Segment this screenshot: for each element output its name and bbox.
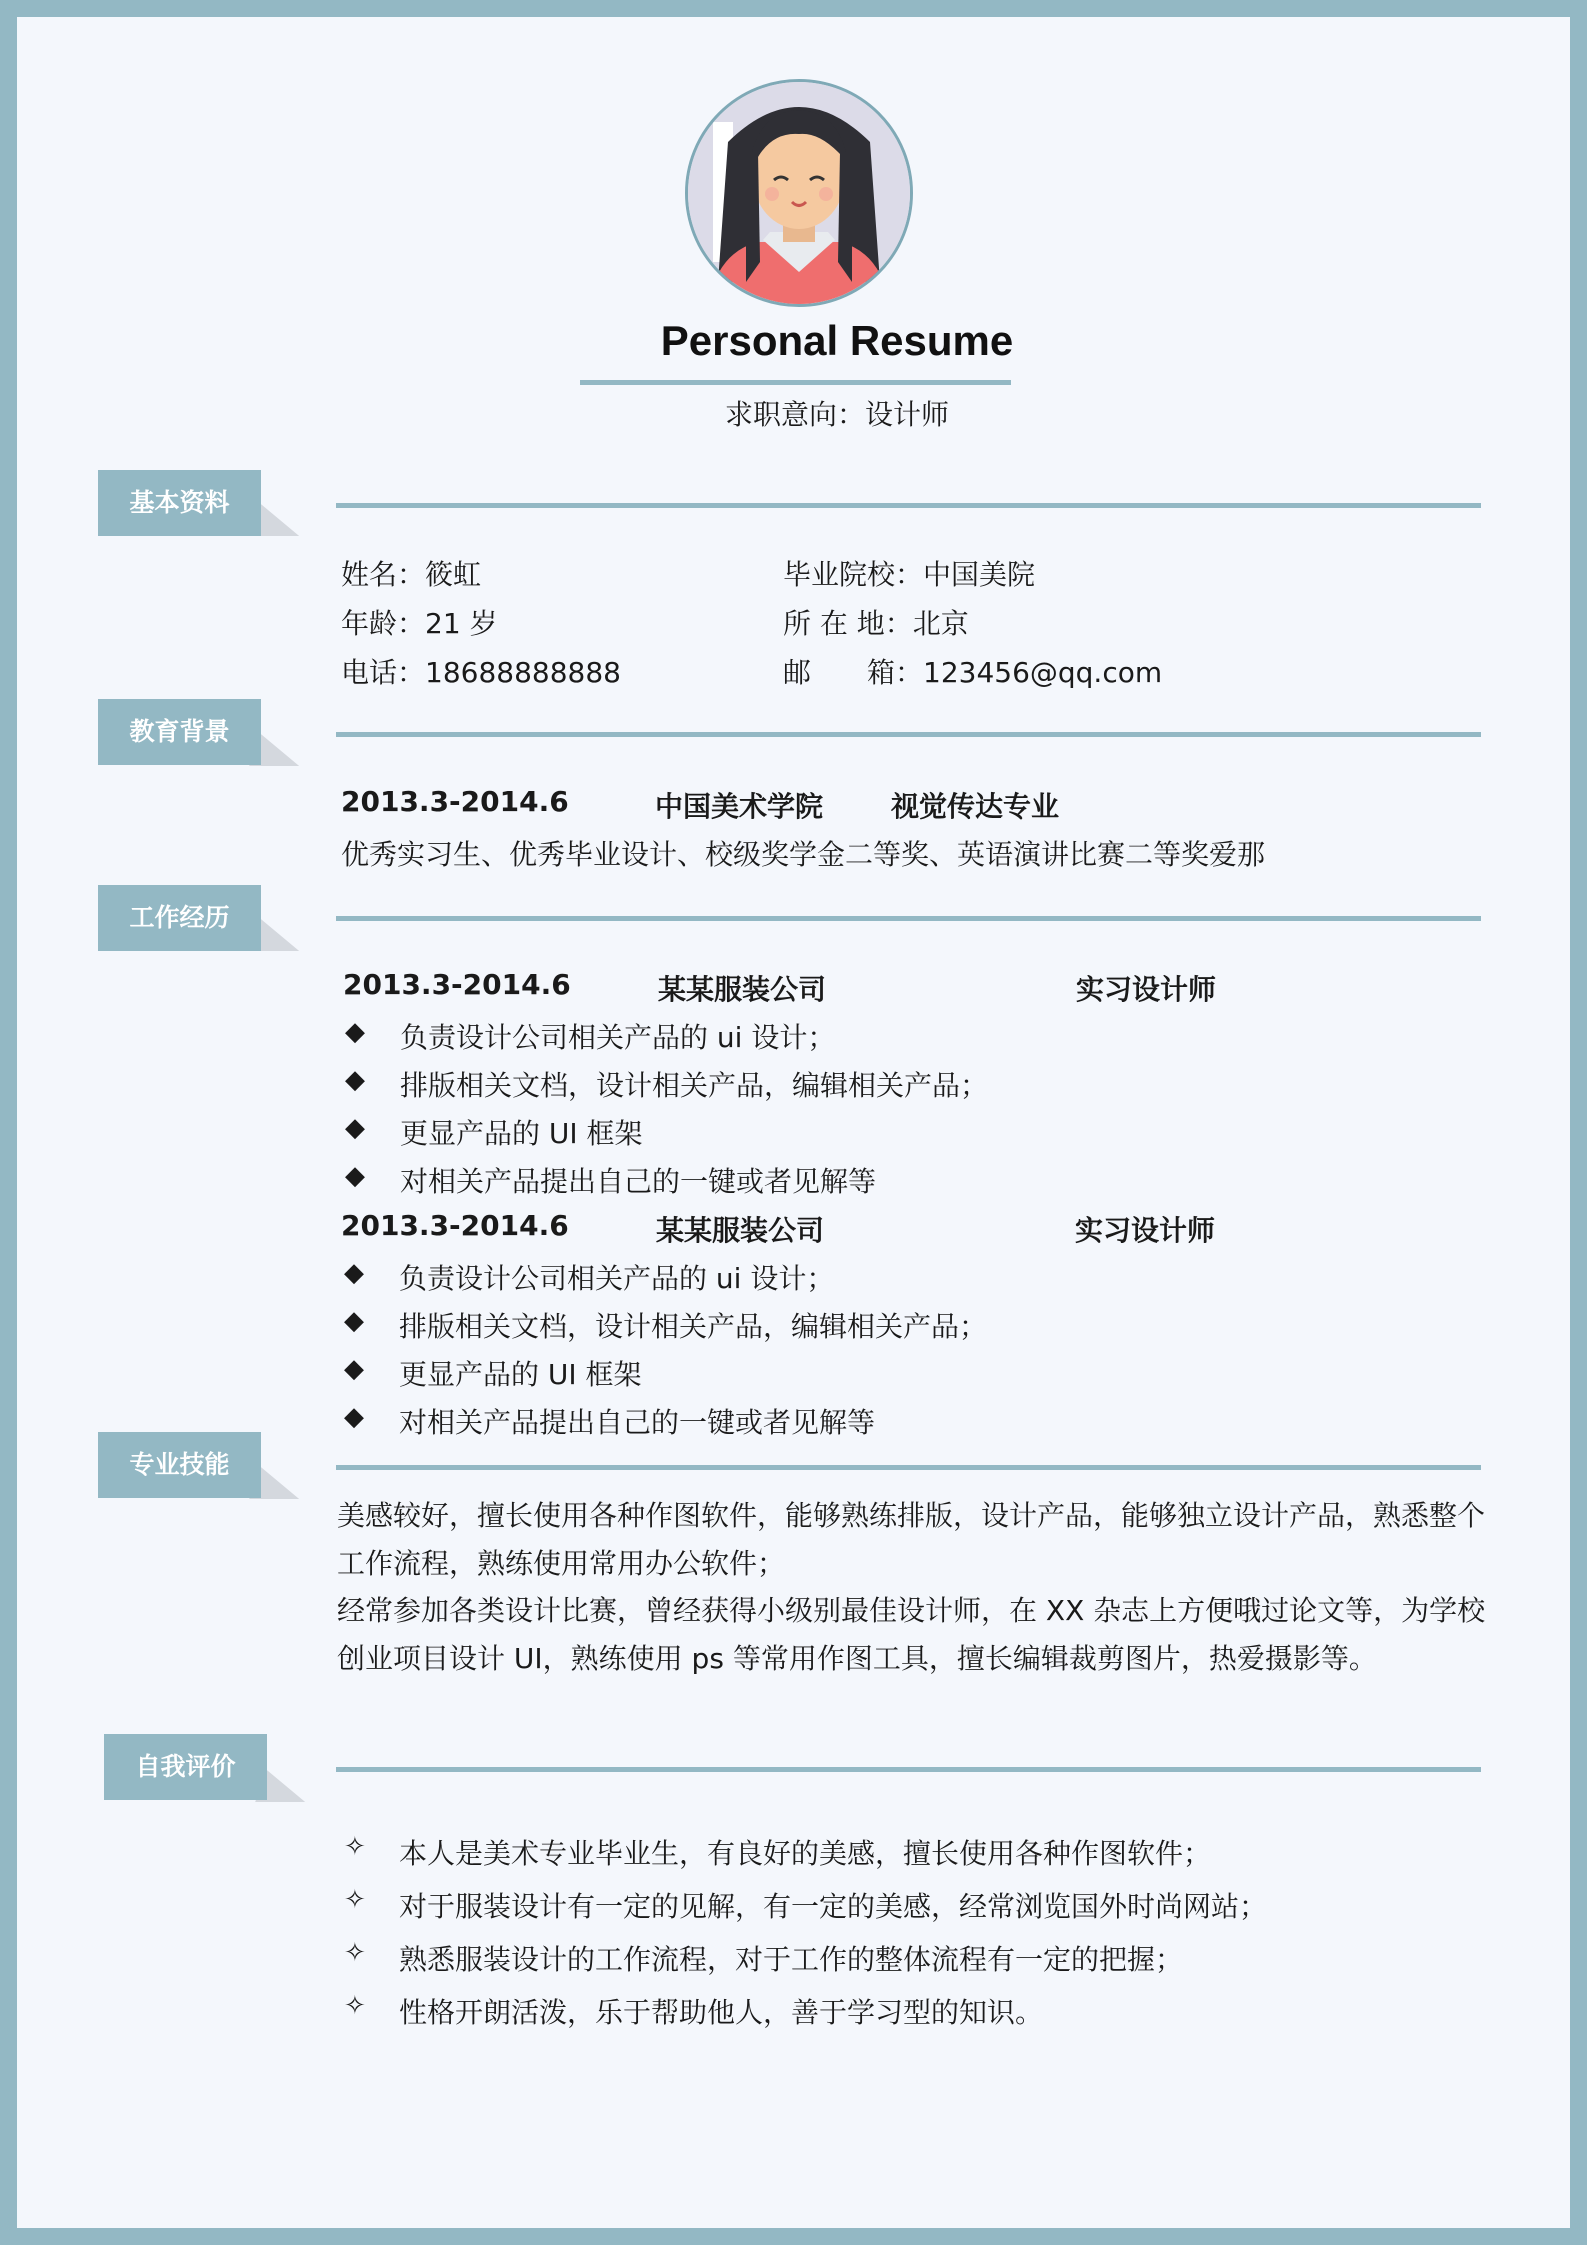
work-item: 更显产品的 UI 框架 (400, 1117, 643, 1150)
self-item: 性格开朗活泼，乐于帮助他人，善于学习型的知识。 (399, 1996, 1044, 2029)
star-bullet-icon: ✧ (344, 1885, 366, 1915)
self-item: 熟悉服装设计的工作流程，对于工作的整体流程有一定的把握； (399, 1943, 1184, 1976)
edu-major: 视觉传达专业 (891, 790, 1060, 823)
section-title-skills: 专业技能 (98, 1432, 261, 1498)
star-bullet-icon: ✧ (344, 1832, 366, 1862)
resume-page (17, 17, 1570, 2228)
edu-awards: 优秀实习生、优秀毕业设计、校级奖学金二等奖、英语演讲比赛二等奖爱那 (341, 838, 1266, 871)
work-item: 更显产品的 UI 框架 (399, 1358, 642, 1391)
basic-phone: 电话：18688888888 (341, 656, 621, 689)
skills-paragraph: 经常参加各类设计比赛，曾经获得小级别最佳设计师，在 XX 杂志上方便哦过论文等，为学校创业项目设计 UI，熟练使用 ps 等常用作图工具，擅长编辑裁剪图片，热爱摄影等。 (337, 1594, 1486, 1675)
basic-name: 姓名：筱虹 (341, 558, 482, 591)
bullet-icon: ◆ (345, 1065, 365, 1095)
work-role: 实习设计师 (1075, 1214, 1216, 1247)
bullet-icon: ◆ (344, 1402, 364, 1432)
section-divider (336, 1465, 1481, 1470)
basic-location: 所 在 地：北京 (783, 607, 969, 640)
avatar (685, 79, 913, 307)
section-title-education: 教育背景 (98, 699, 261, 765)
work-item: 排版相关文档，设计相关产品，编辑相关产品； (400, 1069, 989, 1102)
star-bullet-icon: ✧ (344, 1938, 366, 1968)
title-underline (580, 380, 1011, 385)
work-company: 某某服装公司 (658, 973, 827, 1006)
star-bullet-icon: ✧ (344, 1991, 366, 2021)
edu-period: 2013.3-2014.6 (341, 785, 569, 818)
work-period: 2013.3-2014.6 (341, 1209, 569, 1242)
work-company: 某某服装公司 (656, 1214, 825, 1247)
basic-school: 毕业院校：中国美院 (783, 558, 1036, 591)
basic-age: 年龄：21 岁 (341, 607, 498, 640)
bullet-icon: ◆ (344, 1258, 364, 1288)
work-item: 对相关产品提出自己的一键或者见解等 (400, 1165, 877, 1198)
page-title: Personal Resume (660, 317, 1014, 364)
bullet-icon: ◆ (345, 1017, 365, 1047)
skills-paragraph: 美感较好，擅长使用各种作图软件，能够熟练排版，设计产品，能够独立设计产品，熟悉整个工作流程，熟练使用常用办公软件； (337, 1499, 1486, 1580)
edu-school: 中国美术学院 (655, 790, 824, 823)
self-item: 本人是美术专业毕业生，有良好的美感，擅长使用各种作图软件； (399, 1837, 1212, 1870)
section-divider (336, 732, 1481, 737)
self-item: 对于服装设计有一定的见解，有一定的美感，经常浏览国外时尚网站； (399, 1890, 1268, 1923)
section-title-basic: 基本资料 (98, 470, 261, 536)
section-title-work: 工作经历 (98, 885, 261, 951)
bullet-icon: ◆ (345, 1161, 365, 1191)
girl-avatar-icon (688, 82, 910, 304)
work-role: 实习设计师 (1076, 973, 1217, 1006)
work-item: 排版相关文档，设计相关产品，编辑相关产品； (399, 1310, 988, 1343)
work-item: 对相关产品提出自己的一键或者见解等 (399, 1406, 876, 1439)
job-intention: 求职意向：设计师 (724, 398, 949, 431)
section-divider (336, 916, 1481, 921)
bullet-icon: ◆ (344, 1354, 364, 1384)
work-item: 负责设计公司相关产品的 ui 设计； (400, 1021, 836, 1054)
basic-email: 邮 箱：123456@qq.com (783, 656, 1163, 689)
section-divider (336, 503, 1481, 508)
work-item: 负责设计公司相关产品的 ui 设计； (399, 1262, 835, 1295)
section-title-self: 自我评价 (104, 1734, 267, 1800)
work-period: 2013.3-2014.6 (343, 968, 571, 1001)
bullet-icon: ◆ (344, 1306, 364, 1336)
section-divider (336, 1767, 1481, 1772)
bullet-icon: ◆ (345, 1113, 365, 1143)
